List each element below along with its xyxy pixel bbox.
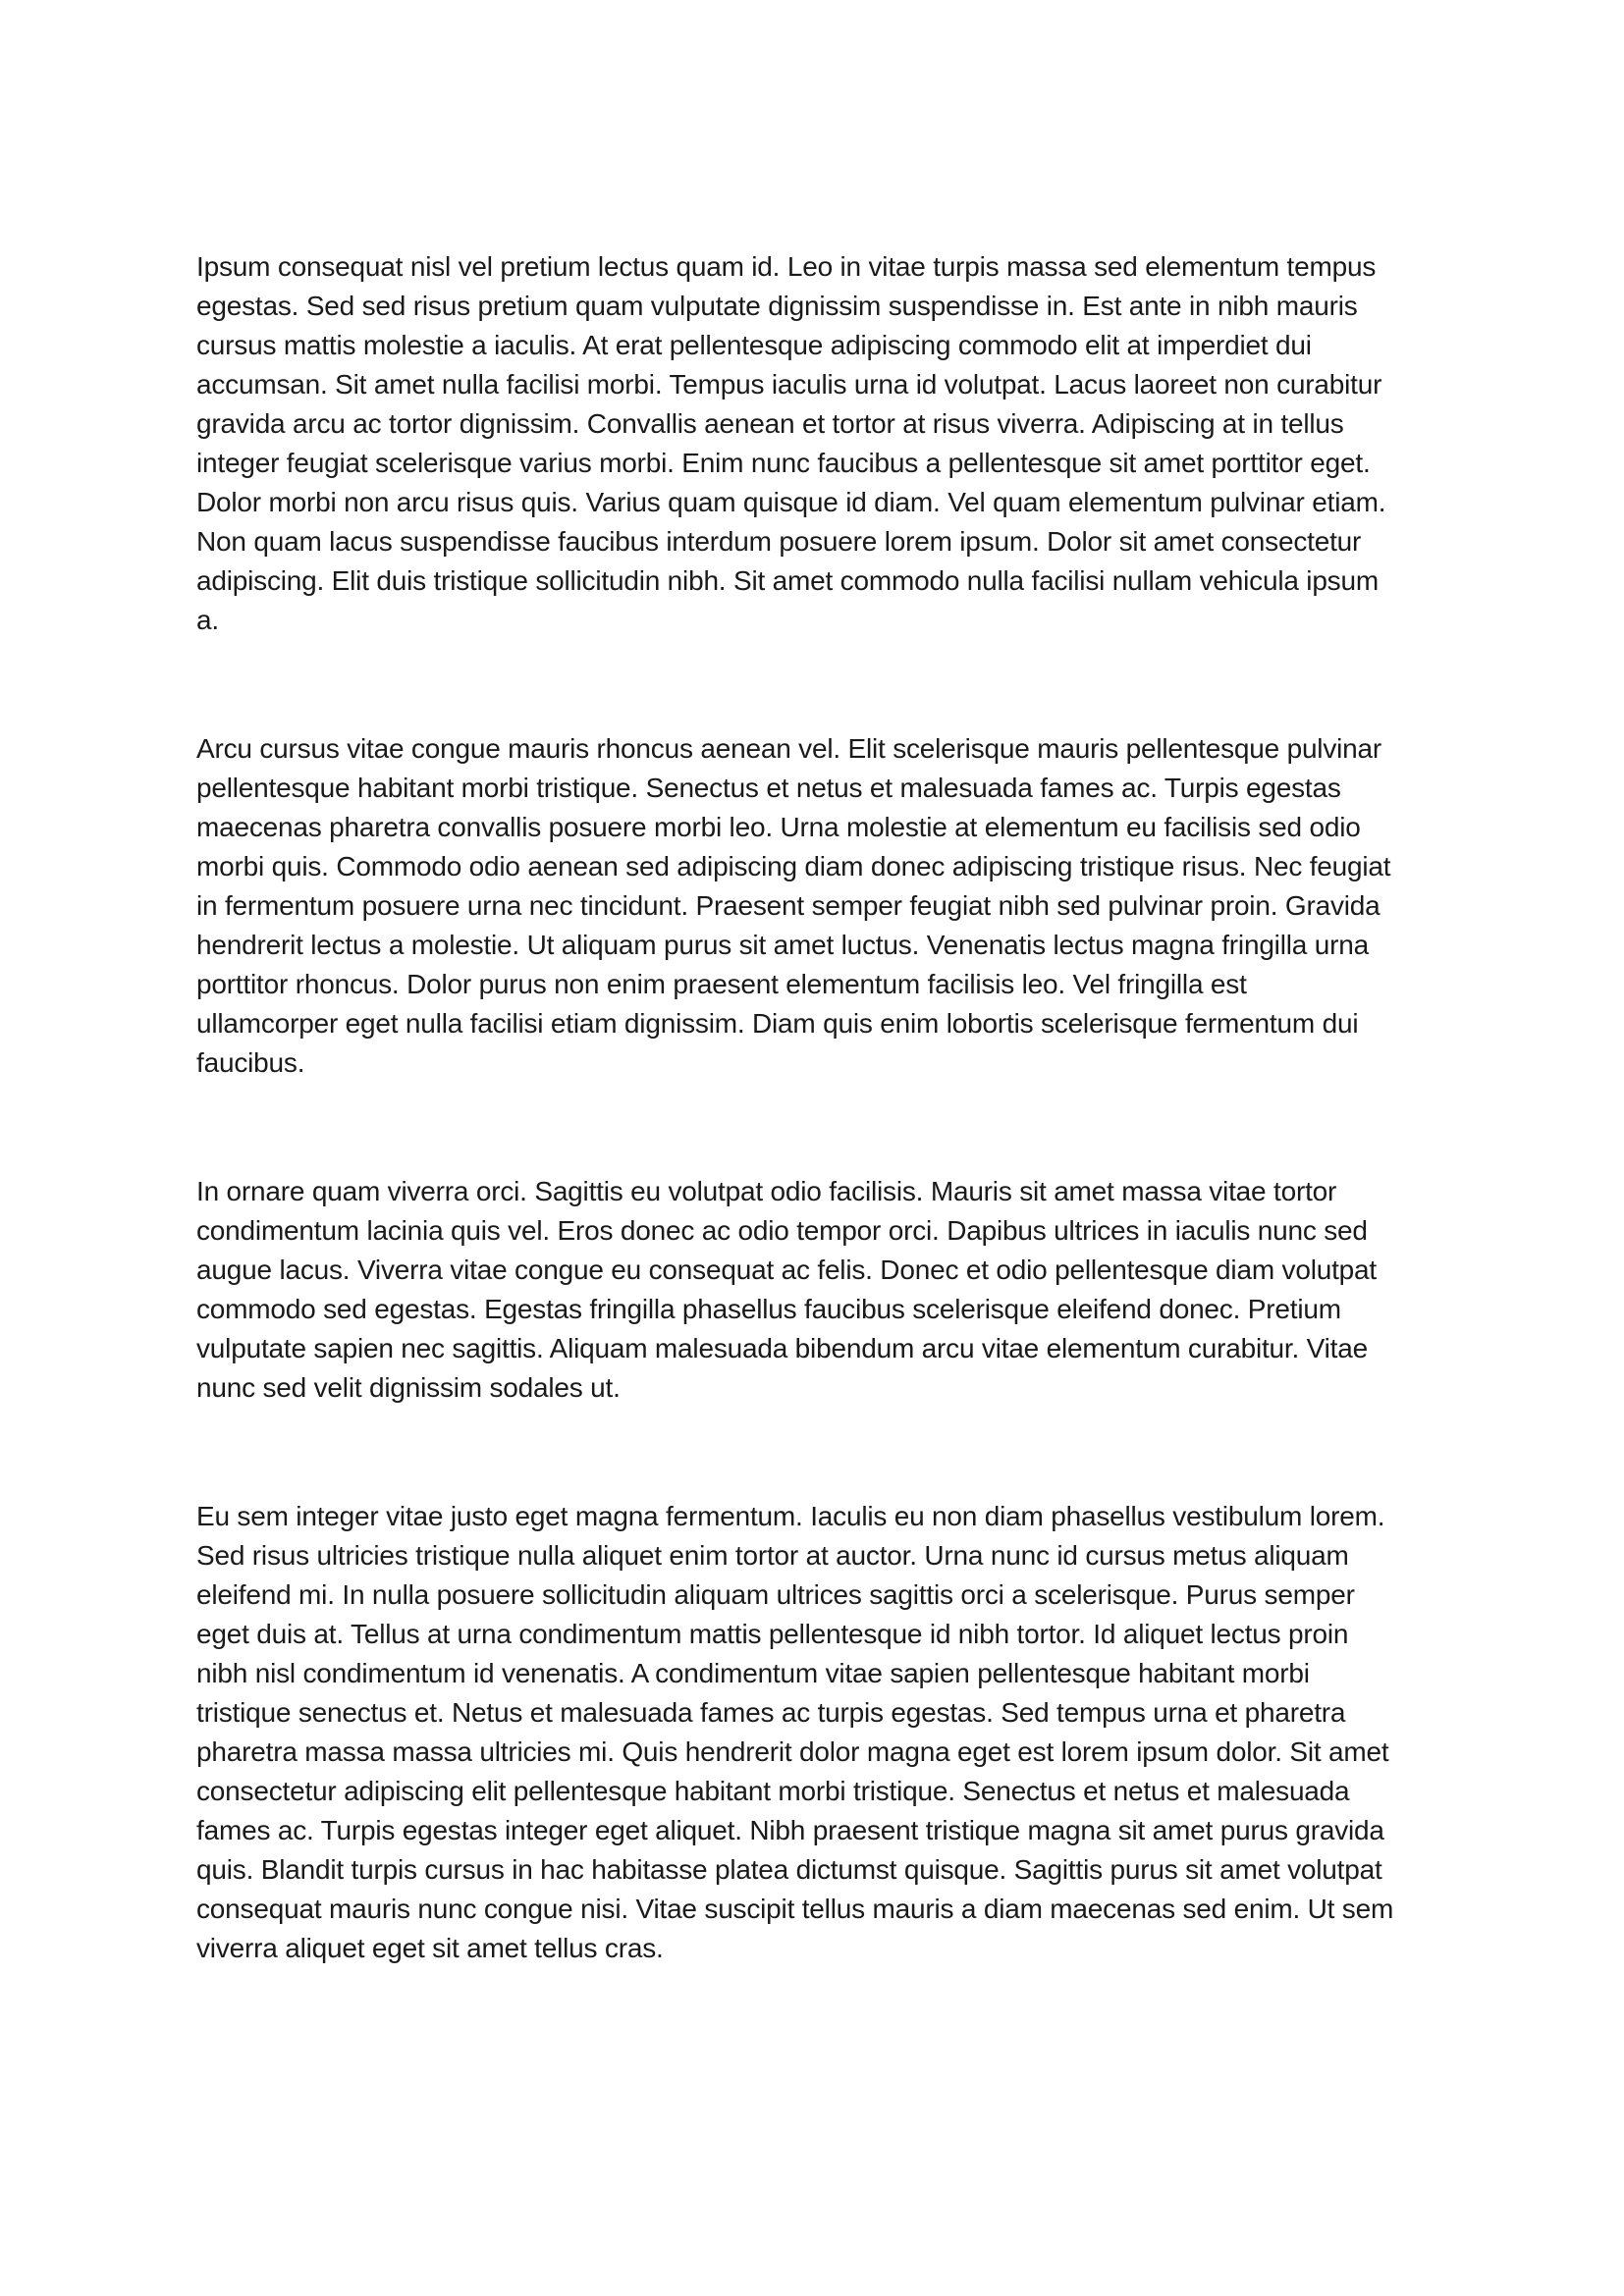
text-line: Arcu cursus vitae congue mauris rhoncus aenean vel. Elit scelerisque mauris pellentesque pulvinar xyxy=(196,733,1382,764)
paragraph-3 xyxy=(196,1172,1430,1408)
text-line: pharetra massa massa ultricies mi. Quis hendrerit dolor magna eget est lorem ipsum dolor. Sit amet xyxy=(196,1736,1389,1767)
paragraph-4 xyxy=(196,1497,1430,1968)
text-line: In ornare quam viverra orci. Sagittis eu volutpat odio facilisis. Mauris sit amet massa vitae tortor xyxy=(196,1176,1337,1206)
text-line: gravida arcu ac tortor dignissim. Convallis aenean et tortor at risus viverra. Adipiscing at in tellus xyxy=(196,408,1344,439)
text-line: nibh nisl condimentum id venenatis. A condimentum vitae sapien pellentesque habitant morbi xyxy=(196,1658,1310,1688)
text-line: commodo sed egestas. Egestas fringilla phasellus faucibus scelerisque eleifend donec. Pretium xyxy=(196,1294,1341,1324)
text-line: Non quam lacus suspendisse faucibus interdum posuere lorem ipsum. Dolor sit amet consectetur xyxy=(196,526,1362,557)
text-line: fames ac. Turpis egestas integer eget aliquet. Nibh praesent tristique magna sit amet purus gravida xyxy=(196,1815,1384,1845)
text-line: Dolor morbi non arcu risus quis. Varius quam quisque id diam. Vel quam elementum pulvinar etiam. xyxy=(196,487,1386,517)
text-line: nunc sed velit dignissim sodales ut. xyxy=(196,1372,621,1403)
text-line: consequat mauris nunc congue nisi. Vitae suscipit tellus mauris a diam maecenas sed enim. Ut sem xyxy=(196,1894,1394,1924)
text-line: cursus mattis molestie a iaculis. At erat pellentesque adipiscing commodo elit at imperdiet dui xyxy=(196,330,1312,360)
text-line: viverra aliquet eget sit amet tellus cras. xyxy=(196,1933,664,1963)
text-line: pellentesque habitant morbi tristique. Senectus et netus et malesuada fames ac. Turpis egestas xyxy=(196,773,1341,803)
text-line: ullamcorper eget nulla facilisi etiam dignissim. Diam quis enim lobortis scelerisque fermentum dui xyxy=(196,1008,1359,1039)
text-line: accumsan. Sit amet nulla facilisi morbi. Tempus iaculis urna id volutpat. Lacus laoreet non curabitur xyxy=(196,369,1382,400)
text-line: hendrerit lectus a molestie. Ut aliquam purus sit amet luctus. Venenatis lectus magna fringilla urna xyxy=(196,930,1369,960)
text-line: augue lacus. Viverra vitae congue eu consequat ac felis. Donec et odio pellentesque diam volutpat xyxy=(196,1255,1377,1285)
text-line: tristique senectus et. Netus et malesuada fames ac turpis egestas. Sed tempus urna et pharetra xyxy=(196,1697,1346,1728)
text-line: condimentum lacinia quis vel. Eros donec ac odio tempor orci. Dapibus ultrices in iaculis nunc sed xyxy=(196,1215,1368,1246)
paragraph-2 xyxy=(196,729,1430,1083)
text-line: adipiscing. Elit duis tristique sollicitudin nibh. Sit amet commodo nulla facilisi nullam vehicula ipsum xyxy=(196,565,1379,596)
text-line: eget duis at. Tellus at urna condimentum mattis pellentesque id nibh tortor. Id aliquet lectus proin xyxy=(196,1619,1349,1649)
paragraph-1 xyxy=(196,247,1430,640)
text-line: Eu sem integer vitae justo eget magna fermentum. Iaculis eu non diam phasellus vestibulum lorem. xyxy=(196,1501,1385,1531)
text-line: consectetur adipiscing elit pellentesque habitant morbi tristique. Senectus et netus et malesuada xyxy=(196,1776,1350,1806)
text-line: a. xyxy=(196,605,219,635)
text-line: eleifend mi. In nulla posuere sollicitudin aliquam ultrices sagittis orci a scelerisque. Purus semper xyxy=(196,1579,1355,1610)
text-line: porttitor rhoncus. Dolor purus non enim praesent elementum facilisis leo. Vel fringilla est xyxy=(196,969,1247,999)
text-line: quis. Blandit turpis cursus in hac habitasse platea dictumst quisque. Sagittis purus sit amet volutpat xyxy=(196,1854,1382,1885)
text-line: vulputate sapien nec sagittis. Aliquam malesuada bibendum arcu vitae elementum curabitur. Vitae xyxy=(196,1333,1368,1363)
text-line: integer feugiat scelerisque varius morbi. Enim nunc faucibus a pellentesque sit amet porttitor eget. xyxy=(196,448,1371,478)
text-line: egestas. Sed sed risus pretium quam vulputate dignissim suspendisse in. Est ante in nibh mauris xyxy=(196,291,1358,321)
document-content xyxy=(196,247,1430,1968)
text-line: Ipsum consequat nisl vel pretium lectus quam id. Leo in vitae turpis massa sed elementum tempus xyxy=(196,251,1377,282)
text-line: morbi quis. Commodo odio aenean sed adipiscing diam donec adipiscing tristique risus. Nec feugiat xyxy=(196,851,1391,881)
text-line: Sed risus ultricies tristique nulla aliquet enim tortor at auctor. Urna nunc id cursus metus aliquam xyxy=(196,1540,1349,1571)
text-line: maecenas pharetra convallis posuere morbi leo. Urna molestie at elementum eu facilisis sed odio xyxy=(196,812,1361,842)
text-line: in fermentum posuere urna nec tincidunt. Praesent semper feugiat nibh sed pulvinar proin. Gravida xyxy=(196,890,1380,921)
text-line: faucibus. xyxy=(196,1047,305,1078)
